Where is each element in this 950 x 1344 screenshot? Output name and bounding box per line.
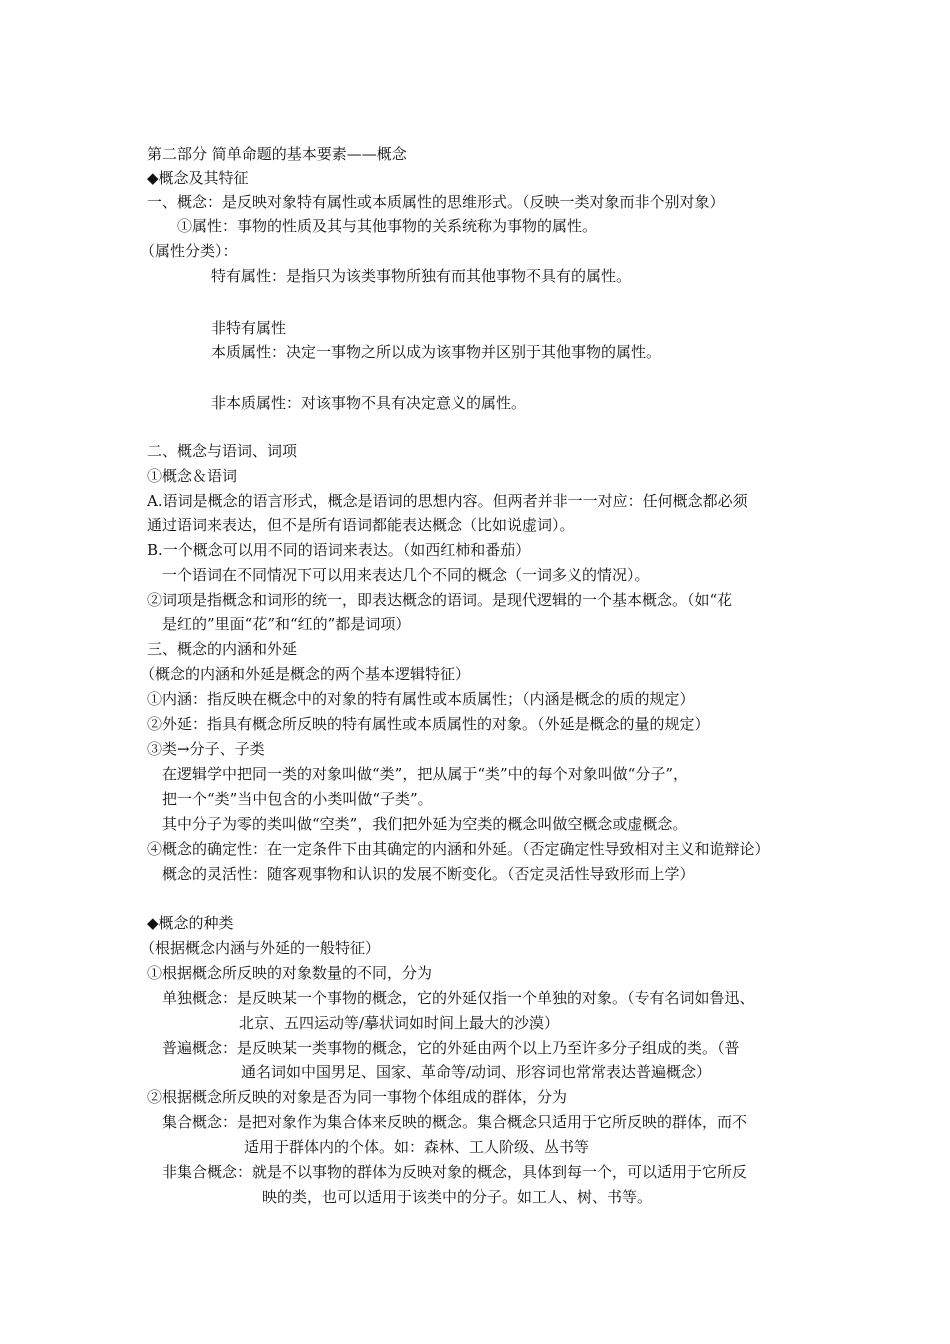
text-line: 本质属性：决定一事物之所以成为该事物并区别于其他事物的属性。 [211, 343, 662, 361]
text-line: 非特有属性 [211, 319, 287, 337]
text-line: （根据概念内涵与外延的一般特征） [140, 939, 381, 957]
text-line: 在逻辑学中把同一类的对象叫做“类”，把从属于“类”中的每个对象叫做“分子”， [162, 765, 689, 783]
text-line: 是红的”里面“花”和“红的”都是词项） [162, 615, 411, 633]
text-line: 适用于群体内的个体。如：森林、工人阶级、丛书等 [244, 1138, 590, 1156]
section-heading: ◆概念及其特征 [147, 169, 249, 187]
section-title: 第二部分 简单命题的基本要素——概念 [147, 145, 407, 163]
text-line: 特有属性：是指只为该类事物所独有而其他事物不具有的属性。 [211, 267, 632, 285]
text-line: 映的类，也可以适用于该类中的分子。如工人、树、书等。 [262, 1188, 653, 1206]
text-line: ④概念的确定性：在一定条件下由其确定的内涵和外延。（否定确定性导致相对主义和诡辩论） [147, 840, 770, 858]
text-line: ②词项是指概念和词形的统一，即表达概念的语词。是现代逻辑的一个基本概念。（如“花 [147, 591, 733, 609]
text-line: 一、概念：是反映对象特有属性或本质属性的思维形式。（反映一类对象而非个别对象） [147, 193, 725, 211]
text-line: （属性分类）： [140, 242, 238, 260]
section-heading: ◆概念的种类 [147, 914, 234, 932]
text-line: 把一个“类”当中包含的小类叫做“子类”。 [162, 790, 433, 808]
text-line: 非集合概念：就是不以事物的群体为反映对象的概念，具体到每一个，可以适用于它所反 [162, 1163, 748, 1181]
text-line: 非本质属性：对该事物不具有决定意义的属性。 [211, 394, 527, 412]
text-line: ①属性：事物的性质及其与其他事物的关系统称为事物的属性。 [177, 217, 598, 235]
text-line: ③类→分子、子类 [147, 740, 265, 758]
text-line: 集合概念：是把对象作为集合体来反映的概念。集合概念只适用于它所反映的群体，而不 [162, 1113, 748, 1131]
text-line: ①根据概念所反映的对象数量的不同，分为 [147, 964, 433, 982]
text-line: 单独概念：是反映某一个事物的概念，它的外延仅指一个单独的对象。（专有名词如鲁迅、 [162, 989, 755, 1007]
text-line: 概念的灵活性：随客观事物和认识的发展不断变化。（否定灵活性导致形而上学） [162, 865, 695, 883]
text-line: 普遍概念：是反映某一类事物的概念，它的外延由两个以上乃至许多分子组成的类。（普 [162, 1039, 740, 1057]
text-line: 北京、五四运动等/摹状词如时间上最大的沙漠） [239, 1014, 560, 1032]
text-line: 其中分子为零的类叫做“空类”，我们把外延为空类的概念叫做空概念或虚概念。 [162, 815, 688, 833]
text-line: （概念的内涵和外延是概念的两个基本逻辑特征） [140, 665, 471, 683]
text-line: 通名词如中国男足、国家、革命等/动词、形容词也常常表达普遍概念） [241, 1063, 712, 1081]
text-line: A.语词是概念的语言形式，概念是语词的思想内容。但两者并非一一对应：任何概念都必须 [147, 492, 748, 510]
text-line: 一个语词在不同情况下可以用来表达几个不同的概念（一词多义的情况）。 [162, 566, 650, 584]
text-line: ①内涵：指反映在概念中的对象的特有属性或本质属性；（内涵是概念的质的规定） [147, 690, 695, 708]
text-line: ①概念＆语词 [147, 467, 238, 485]
section-heading: 三、概念的内涵和外延 [147, 640, 298, 658]
text-line: B.一个概念可以用不同的语词来表达。（如西红柿和番茄） [147, 541, 531, 559]
text-line: 通过语词来表达，但不是所有语词都能表达概念（比如说虚词）。 [147, 516, 575, 534]
text-line: ②根据概念所反映的对象是否为同一事物个体组成的群体，分为 [147, 1088, 568, 1106]
text-line: ②外延：指具有概念所反映的特有属性或本质属性的对象。（外延是概念的量的规定） [147, 715, 710, 733]
section-heading: 二、概念与语词、词项 [147, 442, 298, 460]
